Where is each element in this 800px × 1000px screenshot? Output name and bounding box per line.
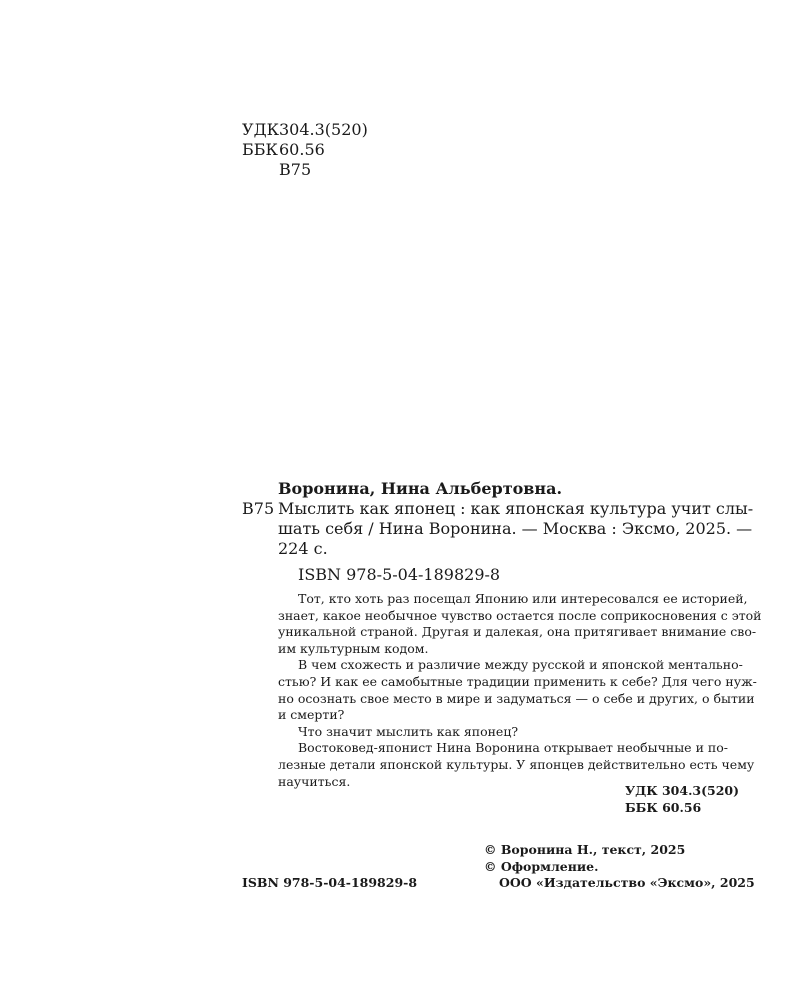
annotation-line: но осознать свое место в мире и задуматься — о себе и других, о бытии <box>278 690 755 706</box>
udk-code: УДК 304.3(520) <box>625 783 740 798</box>
annotation-line: уникальной страной. Другая и далекая, она притягивает внимание сво- <box>278 624 757 640</box>
annotation-line: В чем схожесть и различие между русской и японской ментально- <box>298 657 743 673</box>
annotation <box>278 591 762 790</box>
bib-author-mark: В75 <box>242 499 275 518</box>
bib-line: 224 с. <box>278 539 328 558</box>
bib-line: Мыслить как японец : как японская культура учит слы- <box>278 499 754 518</box>
isbn-bottom: ISBN 978-5-04-189829-8 <box>242 875 418 890</box>
annotation-line: Востоковед-японист Нина Воронина открывает необычные и по- <box>298 740 728 756</box>
bbk-line <box>242 140 368 160</box>
annotation-line: научиться. <box>278 773 351 789</box>
annotation-line: лезные детали японской культуры. У японцев действительно есть чему <box>278 756 755 772</box>
annotation-line: знает, какое необычное чувство остается после соприкосновения с этой <box>278 607 762 623</box>
copyright-publisher: ООО «Издательство «Эксмо», 2025 <box>499 875 755 891</box>
annotation-line: Тот, кто хоть раз посещал Японию или интересовался ее историей, <box>298 591 748 606</box>
annotation-line: им культурным кодом. <box>278 640 429 656</box>
copyright-design: © Оформление. <box>484 858 599 874</box>
bbk-value: 60.56 <box>279 140 325 159</box>
bbk-label: ББК <box>242 140 278 159</box>
isbn-record: ISBN 978-5-04-189829-8 <box>298 565 501 584</box>
copyright-text: © Воронина Н., текст, 2025 <box>484 842 686 857</box>
top-classification-codes <box>242 120 368 180</box>
bbk-code: ББК 60.56 <box>625 799 702 815</box>
right-classification-codes <box>625 783 739 816</box>
udk-line <box>242 120 368 140</box>
copyright-block <box>484 842 755 892</box>
udk-value: 304.3(520) <box>279 120 368 139</box>
annotation-line: стью? И как ее самобытные традиции применить к себе? Для чего нуж- <box>278 673 757 689</box>
author-mark: В75 <box>279 160 312 179</box>
udk-label: УДК <box>242 120 279 139</box>
author-heading: Воронина, Нина Альбертовна. <box>278 479 563 498</box>
bib-line: шать себя / Нина Воронина. — Москва : Эксмо, 2025. — <box>278 519 753 538</box>
bib-description <box>278 499 754 559</box>
annotation-line: Что значит мыслить как японец? <box>298 723 519 739</box>
annotation-line: и смерти? <box>278 707 345 723</box>
